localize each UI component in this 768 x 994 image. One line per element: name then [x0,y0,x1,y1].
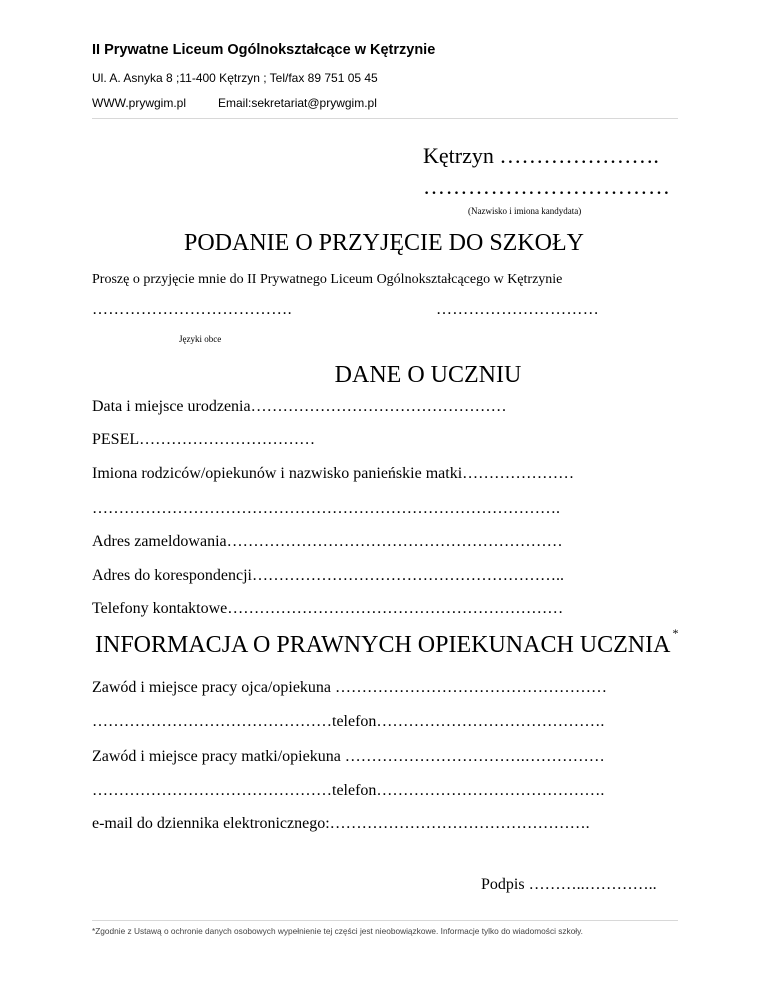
city-date-line: Kętrzyn …………………. [423,143,659,168]
mother-phone-field: ………………………………………telefon……………………………………. [92,782,605,799]
guardians-title [95,626,679,659]
school-website: WWW.prywgim.pl [92,96,186,110]
pesel-field: PESEL…………………………… [92,431,316,448]
guardians-title-text: INFORMACJA O PRAWNYCH OPIEKUNACH UCZNIA [95,632,671,658]
ediary-email-field: e-mail do dziennika elektronicznego:…………………………………………. [92,815,590,832]
student-data-title: DANE O UCZNIU [334,362,522,388]
school-name: II Prywatne Liceum Ogólnokształcące w Kętrzynie [92,42,436,58]
parents-names-field: Imiona rodziców/opiekunów i nazwisko panieńskie matki………………… [92,465,575,482]
languages-caption: Języki obce [179,334,222,344]
candidate-name-field: …………………………… [423,174,671,199]
mother-occupation-field: Zawód i miejsce pracy matki/opiekuna …………………………….…………… [92,748,605,765]
footnote-mark: * [672,626,679,640]
school-address: Ul. A. Asnyka 8 ;11-400 Kętrzyn ; Tel/fax 89 751 05 45 [92,71,378,85]
contact-phones-field: Telefony kontaktowe……………………………………………………… [92,600,564,617]
correspondence-address-field: Adres do korespondencji………………………………………………….. [92,567,564,584]
registered-address-field: Adres zameldowania……………………………………………………… [92,533,563,550]
signature-field: Podpis ………..………….. [481,876,657,893]
father-occupation-field: Zawód i miejsce pracy ojca/opiekuna …………………………………………… [92,679,608,696]
footer-divider [92,920,678,921]
birth-date-place-field: Data i miejsce urodzenia………………………………………… [92,398,507,415]
parents-names-continuation: ……………………………………………………………………………. [92,500,560,517]
father-phone-field: ………………………………………telefon……………………………………. [92,713,605,730]
candidate-name-caption: (Nazwisko i imiona kandydata) [468,206,582,216]
language-field-1: ………………………………. [92,301,292,318]
application-title: PODANIE O PRZYJĘCIE DO SZKOŁY [184,230,584,256]
school-email: Email:sekretariat@prywgim.pl [218,96,377,110]
request-text: Proszę o przyjęcie mnie do II Prywatnego Liceum Ogólnokształcącego w Kętrzynie [92,272,563,287]
footnote: *Zgodnie z Ustawą o ochronie danych osobowych wypełnienie tej części jest nieobowiązkowe. Informacje tylko do wiadomości szkoły. [92,926,583,936]
language-field-2: ………………………… [436,301,599,318]
header-divider [92,118,678,119]
